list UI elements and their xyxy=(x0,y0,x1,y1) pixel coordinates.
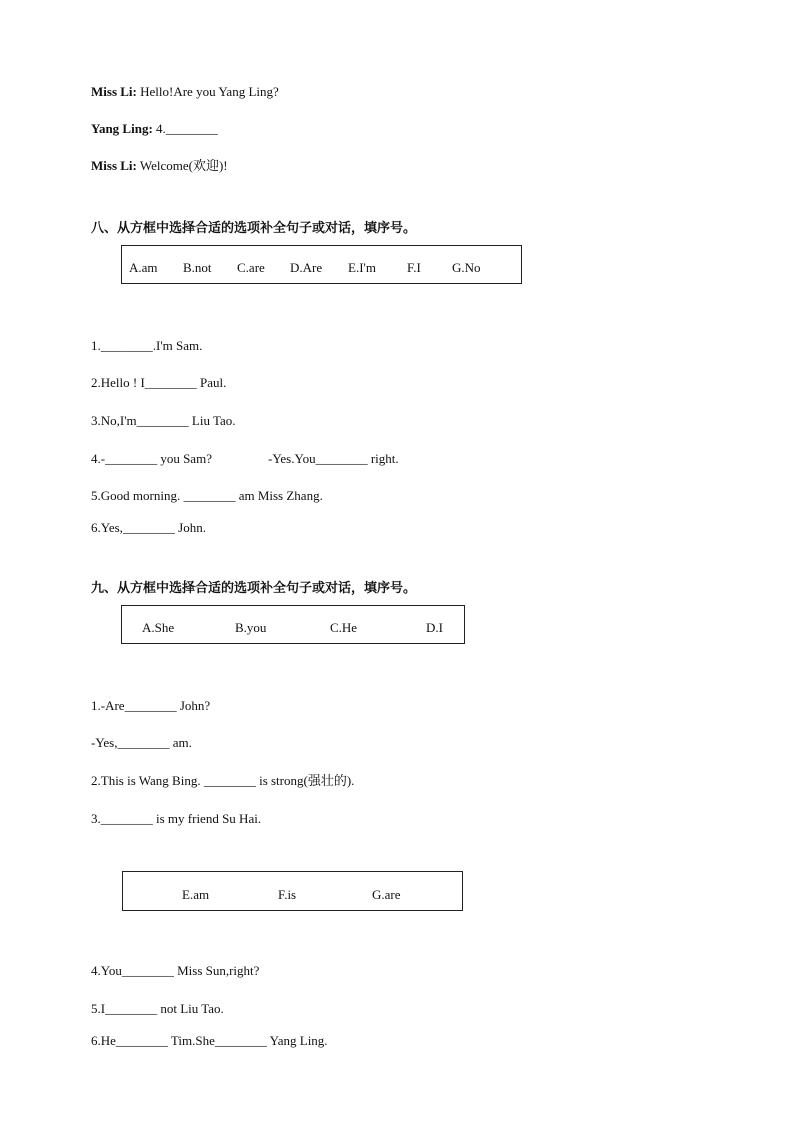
dialogue-line-2 xyxy=(91,121,218,137)
question-9-1: 1.-Are________ John? xyxy=(91,698,211,713)
question-9-3: 3.________ is my friend Su Hai. xyxy=(91,811,262,826)
question-8-6: 6.Yes,________ John. xyxy=(91,520,206,535)
option-d: D.Are xyxy=(290,260,323,275)
option-b: B.you xyxy=(235,620,267,635)
section-8-option-box xyxy=(121,245,522,284)
dialogue-line-1 xyxy=(91,84,279,100)
question-8-5: 5.Good morning. ________ am Miss Zhang. xyxy=(91,488,323,503)
dialogue-text: 4.________ xyxy=(152,121,218,136)
section-8-title: 八、从方框中选择合适的选项补全句子或对话，填序号。 xyxy=(91,221,417,236)
dialogue-text: Welcome(欢迎)! xyxy=(136,158,228,173)
option-g: G.No xyxy=(452,260,481,275)
option-a: A.am xyxy=(129,260,158,275)
question-9-1-reply: -Yes,________ am. xyxy=(91,735,192,750)
question-8-3: 3.No,I'm________ Liu Tao. xyxy=(91,413,236,428)
question-9-5: 5.I________ not Liu Tao. xyxy=(91,1001,224,1016)
question-9-4: 4.You________ Miss Sun,right? xyxy=(91,963,260,978)
option-c: C.are xyxy=(237,260,265,275)
dialogue-text: Hello!Are you Yang Ling? xyxy=(136,84,279,99)
question-8-1: 1.________.I'm Sam. xyxy=(91,338,203,353)
question-8-4: 4.-________ you Sam? xyxy=(91,451,212,466)
speaker-label: Miss Li: xyxy=(91,84,137,99)
option-a: A.She xyxy=(142,620,175,635)
dialogue-line-3 xyxy=(91,158,228,174)
option-f: F.I xyxy=(407,260,421,275)
question-9-6: 6.He________ Tim.She________ Yang Ling. xyxy=(91,1033,328,1048)
question-8-2: 2.Hello ! I________ Paul. xyxy=(91,375,227,390)
option-e: E.I'm xyxy=(348,260,376,275)
question-9-2: 2.This is Wang Bing. ________ is strong(强壮的). xyxy=(91,773,355,788)
option-d: D.I xyxy=(426,620,443,635)
option-c: C.He xyxy=(330,620,358,635)
speaker-label: Miss Li: xyxy=(91,158,137,173)
section-9-option-box-2 xyxy=(122,871,463,911)
section-9-title: 九、从方框中选择合适的选项补全句子或对话，填序号。 xyxy=(91,581,417,596)
option-g: G.are xyxy=(372,887,401,902)
speaker-label: Yang Ling: xyxy=(91,121,153,136)
option-e: E.am xyxy=(182,887,210,902)
option-f: F.is xyxy=(278,887,297,902)
section-9-option-box xyxy=(121,605,465,644)
option-b: B.not xyxy=(183,260,212,275)
question-8-4-reply: -Yes.You________ right. xyxy=(268,451,399,466)
